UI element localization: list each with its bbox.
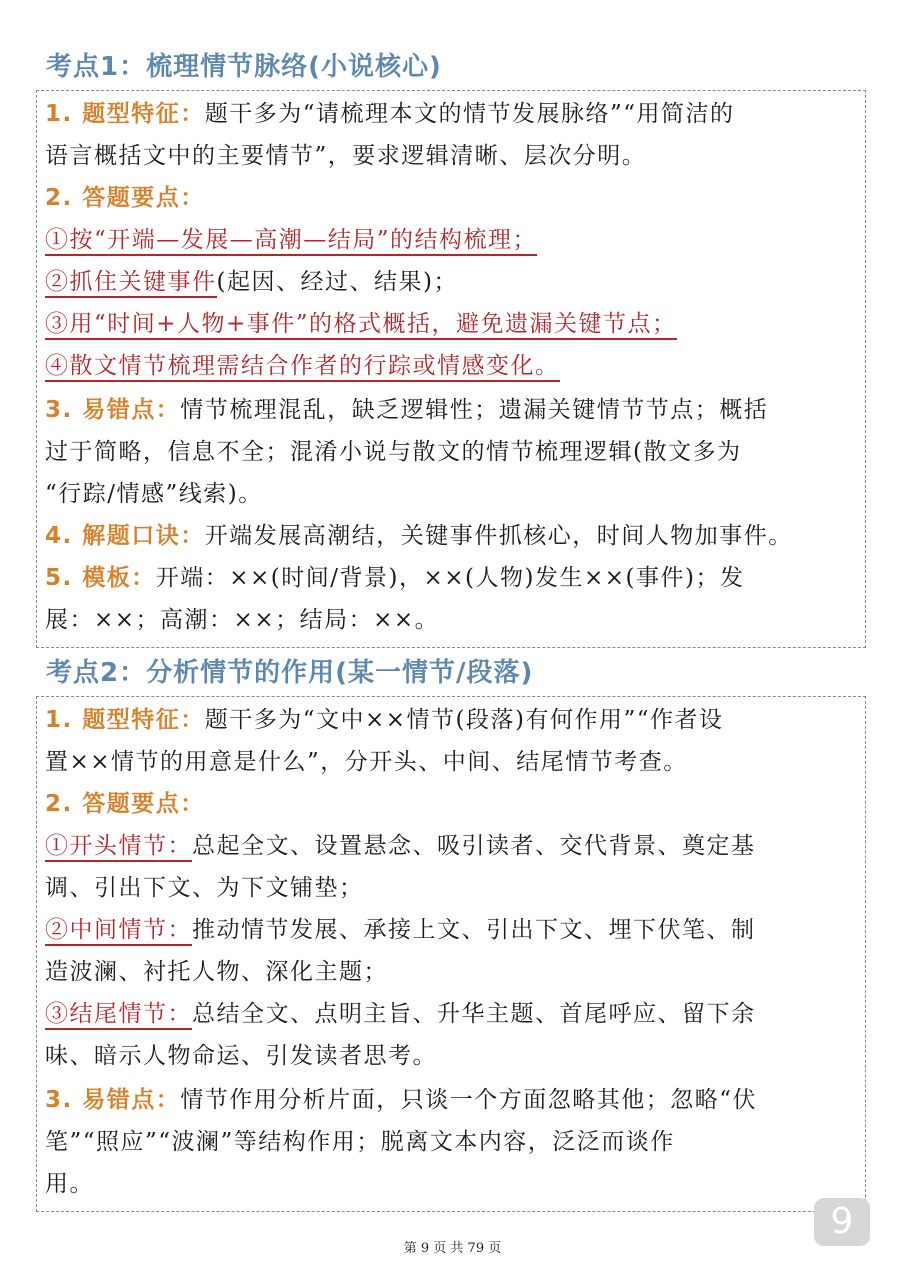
s1-type-text-cont: 语言概括文中的主要情节”，要求逻辑清晰、层次分明。 xyxy=(45,143,647,169)
s2-type-text: 题干多为“文中××情节(段落)有何作用”“作者设 xyxy=(204,707,724,733)
s1-point-1: ①按“开端—发展—高潮—结局”的结构梳理； xyxy=(45,227,537,256)
section1-title: 考点1：梳理情节脉络(小说核心) xyxy=(46,52,442,82)
s2-line-12 xyxy=(45,1167,859,1201)
s1-line-13 xyxy=(45,603,859,637)
s2-point-ending: ③结尾情节： xyxy=(45,1001,192,1030)
s2-point-opening-text: 总起全文、设置悬念、吸引读者、交代背景、奠定基 xyxy=(192,833,756,859)
s2-error-label: 3. 易错点： xyxy=(45,1087,181,1113)
s2-point-ending-cont: 味、暗示人物命运、引发读者思考。 xyxy=(45,1043,437,1069)
s1-error-text: 情节梳理混乱，缺乏逻辑性；遗漏关键情节节点；概括 xyxy=(180,397,769,423)
s2-line-8 xyxy=(45,997,859,1031)
page-footer: 第 9 页 共 79 页 xyxy=(403,1241,502,1256)
s1-error-text-cont: 过于简略，信息不全；混淆小说与散文的情节梳理逻辑(散文多为 xyxy=(45,439,742,465)
s2-error-text-end: 用。 xyxy=(45,1171,94,1197)
s2-line-7 xyxy=(45,955,859,989)
s1-line-3 xyxy=(45,181,859,215)
s1-line-12 xyxy=(45,561,859,595)
s2-line-5 xyxy=(45,871,859,905)
s1-line-1 xyxy=(45,97,859,131)
s1-line-7 xyxy=(45,349,859,383)
s1-point-4: ④散文情节梳理需结合作者的行踪或情感变化。 xyxy=(45,353,560,382)
s1-error-text-end: “行踪/情感”线索)。 xyxy=(45,481,263,507)
s2-line-3 xyxy=(45,787,859,821)
s1-tip-label: 4. 解题口诀： xyxy=(45,523,205,549)
s1-line-4 xyxy=(45,223,859,257)
s2-line-2 xyxy=(45,745,859,779)
s2-line-9 xyxy=(45,1039,859,1073)
s1-template-label: 5. 模板： xyxy=(45,565,156,591)
s1-line-10 xyxy=(45,477,859,511)
s2-line-11 xyxy=(45,1125,859,1159)
s1-point-2: ②抓住关键事件 xyxy=(45,269,217,298)
s2-line-1 xyxy=(45,703,859,737)
section1-box xyxy=(36,90,866,648)
s2-error-text-cont: 笔”“照应”“波澜”等结构作用；脱离文本内容，泛泛而谈作 xyxy=(45,1129,675,1155)
s1-point-2-rest: (起因、经过、结果)； xyxy=(216,269,458,295)
page-number-badge: 9 xyxy=(814,1198,870,1246)
s1-line-5 xyxy=(45,265,859,299)
s1-line-6 xyxy=(45,307,859,341)
s1-template-text-cont: 展：××；高潮：××；结局：××。 xyxy=(45,607,440,633)
s1-template-text: 开端：××(时间/背景)，××(人物)发生××(事件)；发 xyxy=(155,565,745,591)
s1-point-3: ③用“时间+人物+事件”的格式概括，避免遗漏关键节点； xyxy=(45,311,677,340)
s2-points-label: 2. 答题要点： xyxy=(45,791,205,817)
section2-title: 考点2：分析情节的作用(某一情节/段落) xyxy=(46,658,534,688)
s2-line-10 xyxy=(45,1083,859,1117)
s2-line-4 xyxy=(45,829,859,863)
s2-point-ending-text: 总结全文、点明主旨、升华主题、首尾呼应、留下余 xyxy=(192,1001,756,1027)
s1-line-8 xyxy=(45,393,859,427)
section2-box xyxy=(36,696,866,1212)
s1-line-2 xyxy=(45,139,859,173)
s2-point-middle-text: 推动情节发展、承接上文、引出下文、埋下伏笔、制 xyxy=(192,917,756,943)
s2-line-6 xyxy=(45,913,859,947)
s2-type-label: 1. 题型特征： xyxy=(45,707,205,733)
s2-point-middle: ②中间情节： xyxy=(45,917,192,946)
s2-point-opening: ①开头情节： xyxy=(45,833,192,862)
s1-type-text: 题干多为“请梳理本文的情节发展脉络”“用简洁的 xyxy=(204,101,735,127)
s2-point-middle-cont: 造波澜、衬托人物、深化主题； xyxy=(45,959,388,985)
s1-error-label: 3. 易错点： xyxy=(45,397,181,423)
s1-line-11 xyxy=(45,519,859,553)
s1-points-label: 2. 答题要点： xyxy=(45,185,205,211)
s2-type-text-cont: 置××情节的用意是什么”，分开头、中间、结尾情节考查。 xyxy=(45,749,688,775)
s1-tip-text: 开端发展高潮结，关键事件抓核心，时间人物加事件。 xyxy=(204,523,793,549)
s2-point-opening-cont: 调、引出下文、为下文铺垫； xyxy=(45,875,364,901)
s2-error-text: 情节作用分析片面，只谈一个方面忽略其他；忽略“伏 xyxy=(180,1087,758,1113)
s1-type-label: 1. 题型特征： xyxy=(45,101,205,127)
s1-line-9 xyxy=(45,435,859,469)
